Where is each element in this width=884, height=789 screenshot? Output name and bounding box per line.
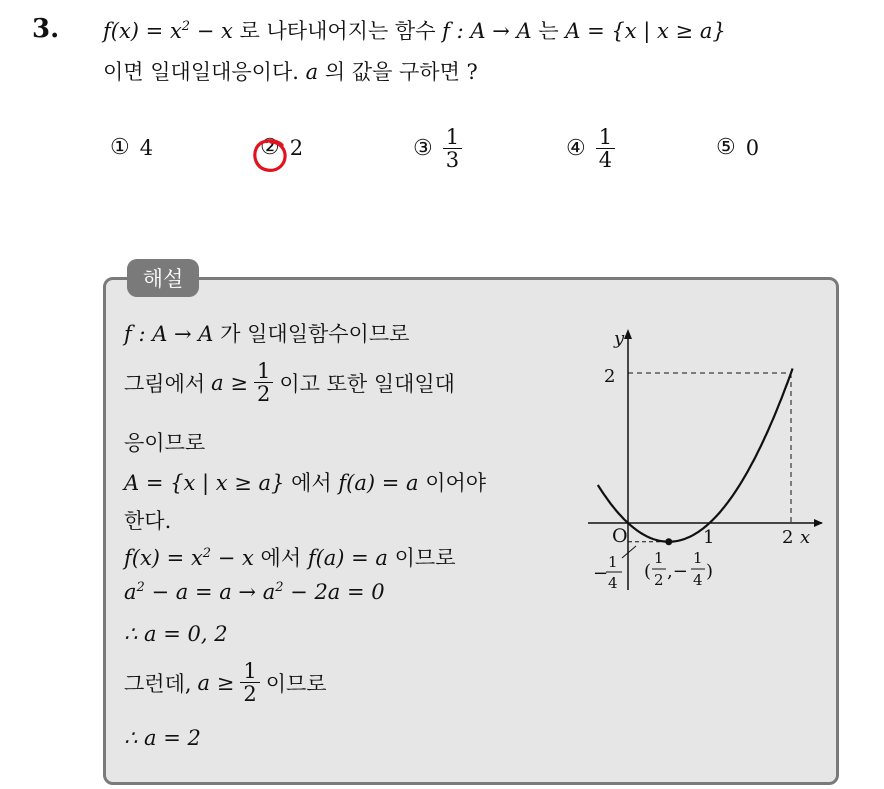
y-axis-label: y [614,328,625,349]
choice-2[interactable]: ② 2 [260,135,304,160]
parabola-graph [560,322,832,600]
expl-line-10: ∴ a = 2 [124,726,201,750]
x-axis-arrow [814,519,823,527]
expl-line-9: 그런데, a ≥ $\frac{1}{2}$ 이므로 [124,659,327,707]
neg-quarter-num: 1 [608,553,618,571]
choice-3[interactable]: ③ $\frac{1}{3}$ [413,126,462,171]
fraction: $\frac{1}{3}$ [443,126,462,171]
vertex-x-den: 2 [654,571,664,589]
mapping: f : A → A [442,19,532,43]
expl-line-1: f : A → A 가 일대일함수이므로 [124,322,410,346]
vertex-paren-close: ) [706,561,714,582]
y-axis-arrow [624,329,632,339]
question-line-2: 이면 일대일대응이다. a 의 값을 구하면 ? [103,60,478,84]
x-axis-label: x [800,527,811,548]
vertex-y-den: 4 [693,571,703,589]
fraction: $\frac{1}{2}$ [240,660,259,705]
vertex-comma: ,− [667,561,688,582]
expl-line-4: A = {x | x ≥ a} 에서 f(a) = a 이어야 [124,471,487,495]
choice-5[interactable]: ⑤ 0 [716,135,760,160]
neg-quarter-den: 4 [608,574,618,592]
expl-line-8: ∴ a = 0, 2 [124,622,228,646]
domain-set: A = {x | x ≥ a} [565,19,726,43]
vertex-paren-open: ( [644,561,652,582]
question-number: 3. [32,14,60,44]
x-tick-1: 1 [703,527,715,548]
function-def: $f(x) = x^2 - x$ [103,19,233,43]
vertex-y-num: 1 [693,549,703,567]
parabola-curve [598,369,793,542]
expl-line-3: 응이므로 [124,431,206,455]
origin-label: O [612,525,628,547]
neg-quarter-pointer [622,546,636,558]
fraction: $\frac{1}{2}$ [254,360,273,405]
expl-line-6: $f(x) = x^2 - x$ 에서 f(a) = a 이므로 [124,546,456,570]
question-line-1: $f(x) = x^2 - x$ 로 나타내어지는 함수 f : A → A 는 A = {x | x ≥ a} [103,19,726,43]
explanation-label: 해설 [127,259,199,297]
vertex-x-num: 1 [654,549,664,567]
expl-line-5: 한다. [124,509,172,533]
x-tick-2: 2 [782,527,794,548]
choice-1[interactable]: ① 4 [110,135,154,160]
fraction: $\frac{1}{4}$ [596,126,615,171]
choice-4[interactable]: ④ $\frac{1}{4}$ [566,126,615,171]
expl-line-2: 그림에서 a ≥ $\frac{1}{2}$ 이고 또한 일대일대 [124,359,455,407]
vertex-point [665,538,672,545]
y-tick-2: 2 [604,366,616,387]
neg-quarter-sign: − [593,563,609,584]
expl-line-7: $a^2 - a = a \to a^2 - 2a = 0$ [124,580,385,604]
